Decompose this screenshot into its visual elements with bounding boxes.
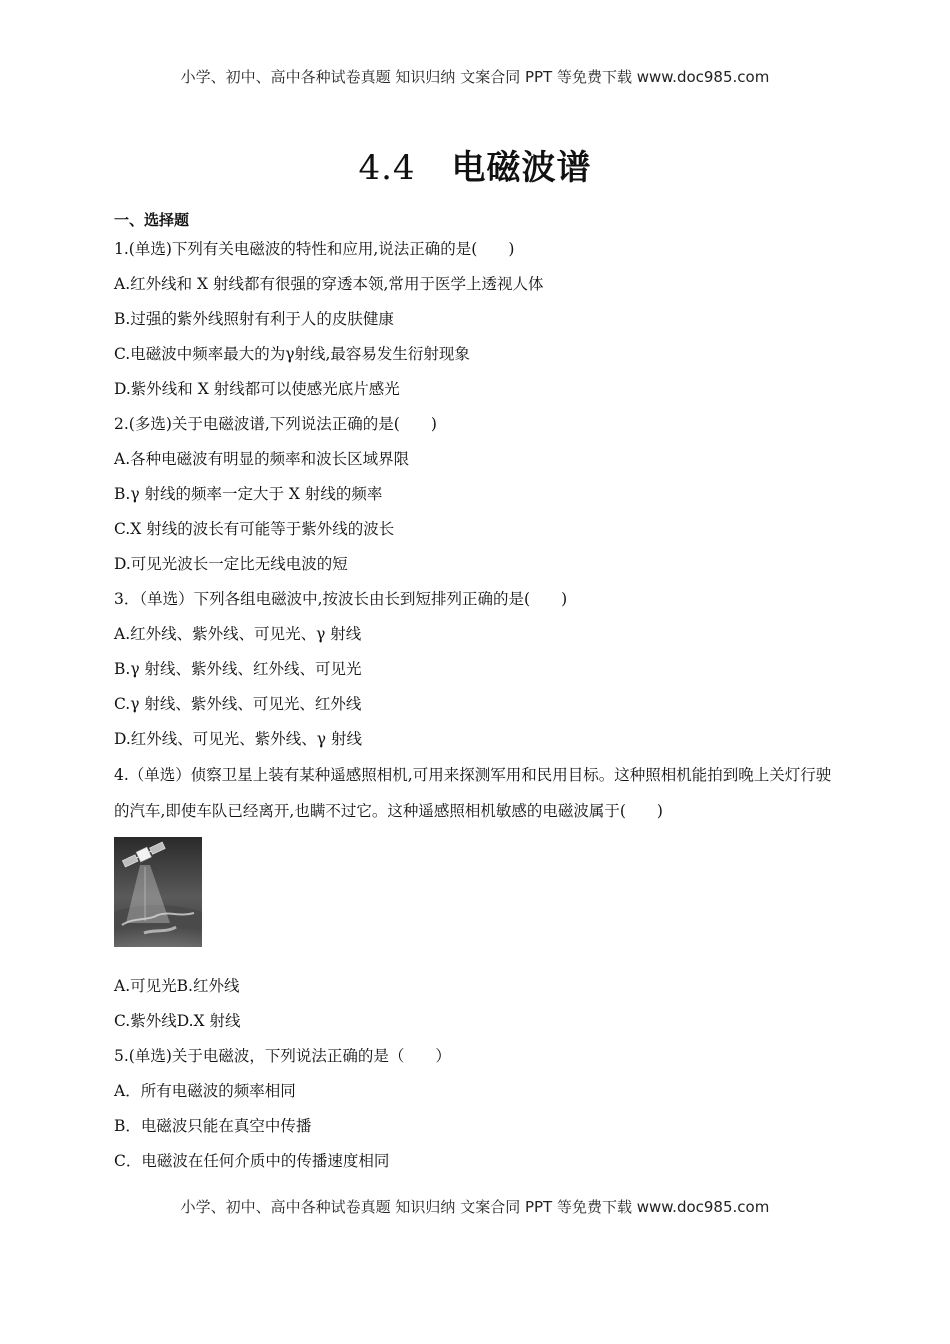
option-b: B．电磁波只能在真空中传播 xyxy=(114,1117,312,1135)
page-header: 小学、初中、高中各种试卷真题 知识归纳 文案合同 PPT 等免费下载 www.doc985.com xyxy=(180,68,770,86)
option-c: C.X 射线的波长有可能等于紫外线的波长 xyxy=(114,520,395,538)
question-stem: 2.(多选)关于电磁波谱,下列说法正确的是( ) xyxy=(114,415,437,433)
option-d: D.红外线、可见光、紫外线、γ 射线 xyxy=(114,730,362,748)
question-3 xyxy=(114,582,844,757)
question-5 xyxy=(114,1039,844,1179)
question-4 xyxy=(114,757,844,1039)
question-list xyxy=(114,208,844,1179)
option-c: C．电磁波在任何介质中的传播速度相同 xyxy=(114,1152,390,1170)
option-b: B.γ 射线的频率一定大于 X 射线的频率 xyxy=(114,485,383,503)
option-a-b: A.可见光B.红外线 xyxy=(114,977,240,995)
option-a: A.红外线和 X 射线都有很强的穿透本领,常用于医学上透视人体 xyxy=(114,275,544,293)
question-2 xyxy=(114,407,844,582)
option-c: C.γ 射线、紫外线、可见光、红外线 xyxy=(114,695,362,713)
option-b: B.γ 射线、紫外线、红外线、可见光 xyxy=(114,660,362,678)
option-d: D.紫外线和 X 射线都可以使感光底片感光 xyxy=(114,380,400,398)
option-c-d: C.紫外线D.X 射线 xyxy=(114,1012,241,1030)
question-1 xyxy=(114,232,844,407)
title-number: 4.4 xyxy=(358,148,416,188)
question-stem: 3．（单选）下列各组电磁波中,按波长由长到短排列正确的是( ) xyxy=(114,590,568,608)
option-d: D.可见光波长一定比无线电波的短 xyxy=(114,555,348,573)
question-stem: 5.(单选)关于电磁波，下列说法正确的是（ ） xyxy=(114,1047,451,1065)
title-text: 电磁波谱 xyxy=(451,148,592,188)
question-stem: 1.(单选)下列有关电磁波的特性和应用,说法正确的是( ) xyxy=(114,240,515,258)
satellite-image xyxy=(114,837,202,947)
option-b: B.过强的紫外线照射有利于人的皮肤健康 xyxy=(114,310,394,328)
section-heading: 一、选择题 xyxy=(114,211,190,229)
option-a: A.红外线、紫外线、可见光、γ 射线 xyxy=(114,625,362,643)
page-footer: 小学、初中、高中各种试卷真题 知识归纳 文案合同 PPT 等免费下载 www.doc985.com xyxy=(180,1198,770,1216)
option-a: A.各种电磁波有明显的频率和波长区域界限 xyxy=(114,450,410,468)
option-c: C.电磁波中频率最大的为γ射线,最容易发生衍射现象 xyxy=(114,345,470,363)
page-title xyxy=(0,140,950,189)
question-stem: 4.（单选）侦察卫星上装有某种遥感照相机,可用来探测军用和民用目标。这种照相机能拍到晚上关灯行驶的汽车,即使车队已经离开,也瞒不过它。这种遥感照相机敏感的电磁波属于( ) xyxy=(114,766,832,820)
option-a: A．所有电磁波的频率相同 xyxy=(114,1082,296,1100)
